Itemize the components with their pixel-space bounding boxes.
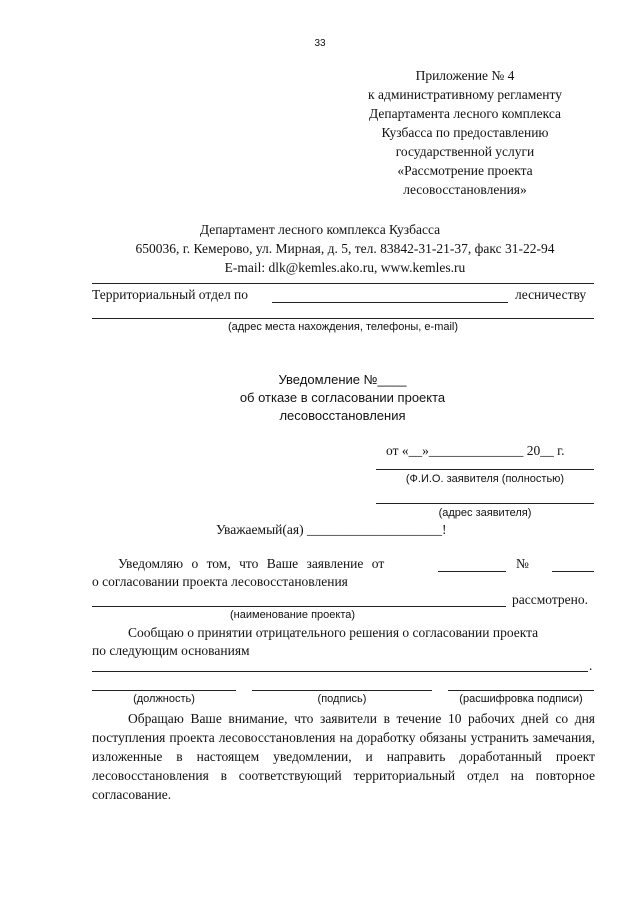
annex-title: Приложение № 4 bbox=[415, 68, 515, 83]
territorial-address-blank bbox=[92, 318, 594, 319]
signature-blank bbox=[252, 690, 432, 691]
greeting: Уважаемый(ая) ____________________! bbox=[216, 522, 447, 537]
application-number-blank bbox=[552, 571, 594, 572]
annex-line: Кузбасса по предоставлению bbox=[381, 125, 549, 140]
body-p2-line2: по следующим основаниям bbox=[92, 643, 250, 658]
annex-line: государственной услуги bbox=[395, 144, 535, 159]
body-p1-line2: о согласовании проекта лесовосстановления bbox=[92, 574, 348, 589]
body-number-sign: № bbox=[516, 556, 529, 571]
date-line: от «__»______________ 20__ г. bbox=[386, 443, 565, 458]
transcript-blank bbox=[448, 690, 594, 691]
applicant-name-caption: (Ф.И.О. заявителя (полностью) bbox=[405, 473, 565, 485]
applicant-name-blank bbox=[376, 469, 594, 470]
annex-block bbox=[330, 66, 600, 199]
page-number: 33 bbox=[314, 38, 326, 49]
org-name: Департамент лесного комплекса Кузбасса bbox=[199, 222, 441, 237]
org-contacts: E-mail: dlk@kemles.ako.ru, www.kemles.ru bbox=[224, 260, 466, 275]
annex-line: лесовосстановления» bbox=[403, 182, 527, 197]
territorial-suffix: лесничеству bbox=[515, 287, 587, 302]
closing-paragraph: Обращаю Ваше внимание, что заявители в течение 10 рабочих дней со дня поступления проекта лесовосстановления на доработку обязаны устранить замечания, изложенные в настоящем уведомлении, и направить доработанный проект лесовосстановления в соответствующий территориальный отдел на повторное согласование. bbox=[92, 711, 595, 802]
org-address: 650036, г. Кемерово, ул. Мирная, д. 5, тел. 83842-31-21-37, факс 31-22-94 bbox=[135, 241, 555, 256]
header-divider bbox=[92, 283, 594, 284]
grounds-blank bbox=[92, 671, 588, 672]
body-considered: рассмотрено. bbox=[512, 592, 588, 607]
territorial-blank bbox=[272, 302, 508, 303]
project-name-blank bbox=[92, 606, 506, 607]
notice-subtitle: об отказе в согласовании проекта bbox=[239, 390, 446, 405]
signature-caption: (подпись) bbox=[317, 693, 367, 705]
body-p1-start: Уведомляю о том, что Ваше заявление от bbox=[118, 556, 385, 571]
transcript-caption: (расшифровка подписи) bbox=[459, 693, 583, 705]
applicant-address-blank bbox=[376, 503, 594, 504]
notice-subtitle: лесовосстановления bbox=[279, 408, 406, 423]
annex-line: Департамента лесного комплекса bbox=[369, 106, 561, 121]
annex-line: к административному регламенту bbox=[368, 87, 562, 102]
territorial-prefix: Территориальный отдел по bbox=[92, 287, 249, 302]
notice-title: Уведомление №____ bbox=[278, 372, 407, 387]
grounds-end: . bbox=[589, 658, 593, 673]
position-blank bbox=[92, 690, 236, 691]
project-name-caption: (наименование проекта) bbox=[230, 609, 356, 621]
position-caption: (должность) bbox=[133, 693, 195, 705]
application-date-blank bbox=[438, 571, 506, 572]
annex-line: «Рассмотрение проекта bbox=[397, 163, 533, 178]
applicant-address-caption: (адрес заявителя) bbox=[438, 507, 532, 519]
territorial-caption: (адрес места нахождения, телефоны, e-mail) bbox=[227, 321, 459, 333]
body-p2-line1: Сообщаю о принятии отрицательного решения о согласовании проекта bbox=[128, 625, 539, 640]
